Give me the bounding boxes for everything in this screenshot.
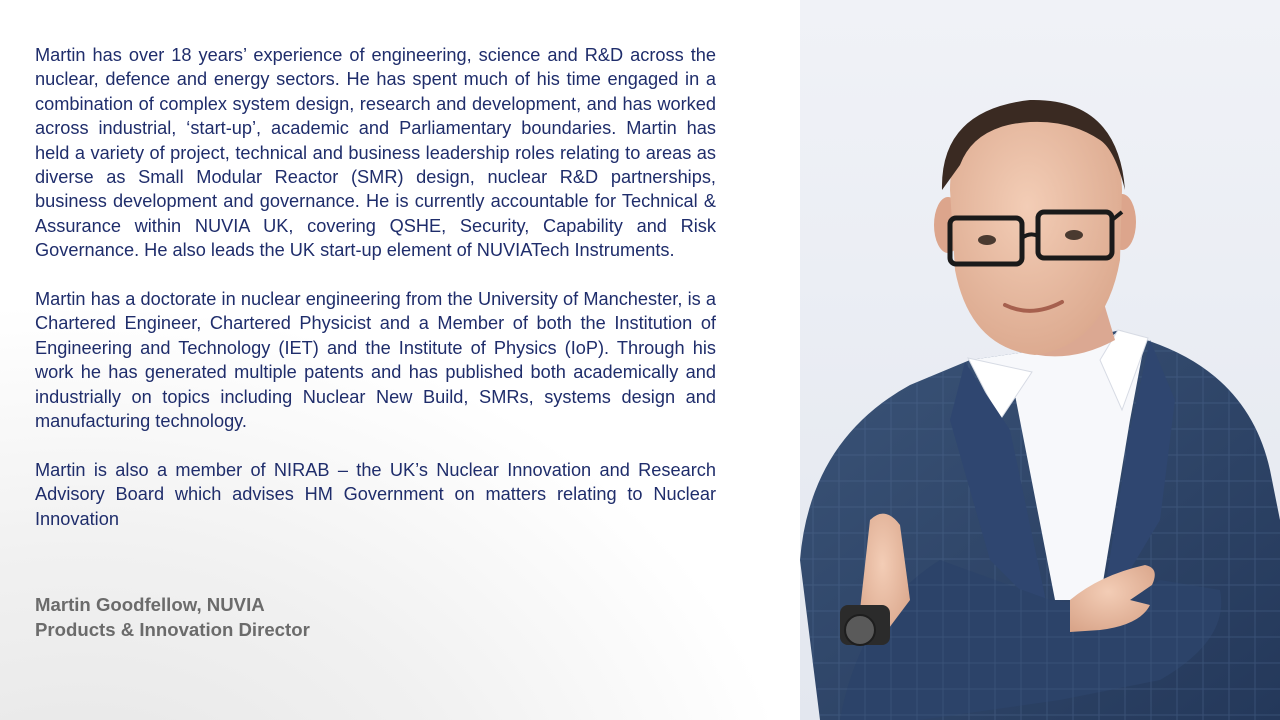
signature-name: Martin Goodfellow, NUVIA (35, 594, 265, 615)
signature-block (35, 592, 310, 642)
signature-title: Products & Innovation Director (35, 619, 310, 640)
bio-paragraph-2: Martin has a doctorate in nuclear engineering from the University of Manchester, is a Chartered Engineer, Chartered Physicist and a Member of both the Institution of Engineering and Technology (IET) and the Institute of Physics (IoP). Through his work he has generated multiple patents and has published both academically and industrially on topics including Nuclear New Build, SMRs, systems design and manufacturing technology. (35, 289, 716, 432)
eye-left (978, 235, 996, 245)
portrait-photo (800, 0, 1280, 720)
watch-face (845, 615, 875, 645)
bio-paragraph-3: Martin is also a member of NIRAB – the UK’s Nuclear Innovation and Research Advisory Board which advises HM Government on matters relating to Nuclear Innovation (35, 459, 716, 529)
bio-paragraph-1: Martin has over 18 years’ experience of engineering, science and R&D across the nuclear, defence and energy sectors. He has spent much of his time engaged in a combination of complex system design, research and development, and has worked across industrial, ‘start-up’, academic and Parliamentary boundaries. Martin has held a variety of project, technical and business leadership roles relating to areas as diverse as Small Modular Reactor (SMR) design, nuclear R&D partnerships, business development and governance. He is currently accountable for Technical & Assurance within NUVIA UK, covering QSHE, Security, Capability and Risk Governance. He also leads the UK start-up element of NUVIATech Instruments. (35, 45, 716, 261)
portrait-illustration (800, 0, 1280, 720)
bio-text (35, 43, 716, 555)
eye-right (1065, 230, 1083, 240)
